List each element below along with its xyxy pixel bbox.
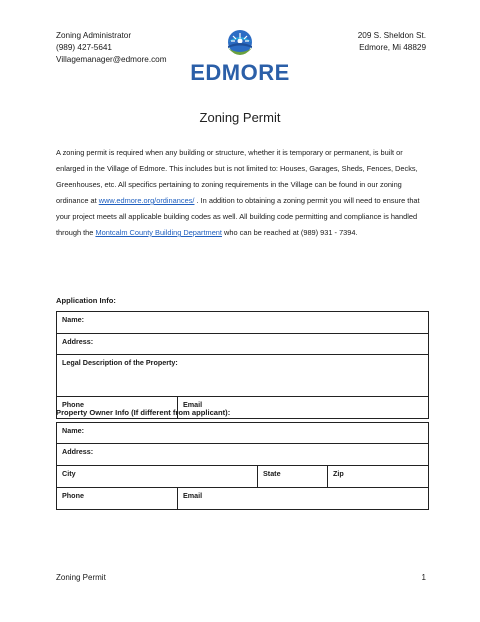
edmore-logo [176, 28, 304, 90]
intro-text-1: A zoning permit is required when any building or structure, whether it is temporary or permanent, is built or enlarged in the Village of Edmore. This includes but is not limited to: Houses, Garages, Sheds, Fences, Decks, Greenhouses, etc. All specifics pertaining to zoning requirements in the Village can be found in our zoning ordinance at [56, 148, 418, 205]
owner-name-label: Name: [62, 426, 84, 435]
page-title: Zoning Permit [199, 110, 281, 125]
applicant-address-label: Address: [62, 337, 94, 346]
applicant-address-field[interactable] [57, 334, 429, 355]
owner-zip-label: Zip [333, 469, 344, 478]
intro-text-2: . In addition to obtaining a zoning permit you will need to ensure that your project meets all applicable building codes as well. All building code permitting and compliance is handled through the [56, 196, 420, 237]
owner-address-field[interactable] [57, 444, 429, 466]
header-contact-phone: (989) 427-5641 [56, 43, 112, 52]
applicant-email-label: Email [183, 400, 203, 409]
owner-email-label: Email [183, 491, 203, 500]
owner-state-label: State [263, 469, 281, 478]
applicant-phone-label: Phone [62, 400, 84, 409]
header-contact-title: Zoning Administrator [56, 31, 132, 40]
owner-phone-field[interactable] [57, 488, 178, 510]
applicant-name-field[interactable] [57, 312, 429, 334]
header-contact-email: Villagemanager@edmore.com [56, 55, 167, 64]
property-owner-table [56, 422, 429, 510]
application-info-table [56, 311, 429, 419]
intro-paragraph [56, 145, 426, 241]
owner-email-field[interactable] [178, 488, 429, 510]
footer-title: Zoning Permit [56, 573, 106, 582]
page-number: 1 [421, 573, 426, 582]
building-department-link[interactable]: Montcalm County Building Department [95, 228, 222, 237]
intro-text-3: who can be reached at (989) 931 - 7394. [221, 228, 358, 237]
header-address [358, 30, 426, 54]
property-owner-heading: Property Owner Info (If different from applicant): [56, 408, 231, 417]
header-address-street: 209 S. Sheldon St. [357, 31, 426, 40]
header-contact [56, 30, 167, 66]
applicant-name-label: Name: [62, 315, 84, 324]
legal-description-field[interactable] [57, 355, 429, 397]
owner-city-field[interactable] [57, 466, 258, 488]
owner-phone-label: Phone [62, 491, 84, 500]
legal-description-label: Legal Description of the Property: [62, 358, 178, 367]
ordinances-link[interactable]: www.edmore.org/ordinances/ [98, 196, 195, 205]
owner-state-field[interactable] [258, 466, 328, 488]
owner-address-label: Address: [62, 447, 94, 456]
owner-zip-field[interactable] [328, 466, 429, 488]
owner-name-field[interactable] [57, 423, 429, 444]
application-info-heading: Application Info: [56, 296, 116, 305]
owner-city-label: City [62, 469, 76, 478]
header-address-city: Edmore, Mi 48829 [359, 43, 426, 52]
logo-wordmark: EDMORE [190, 60, 290, 85]
